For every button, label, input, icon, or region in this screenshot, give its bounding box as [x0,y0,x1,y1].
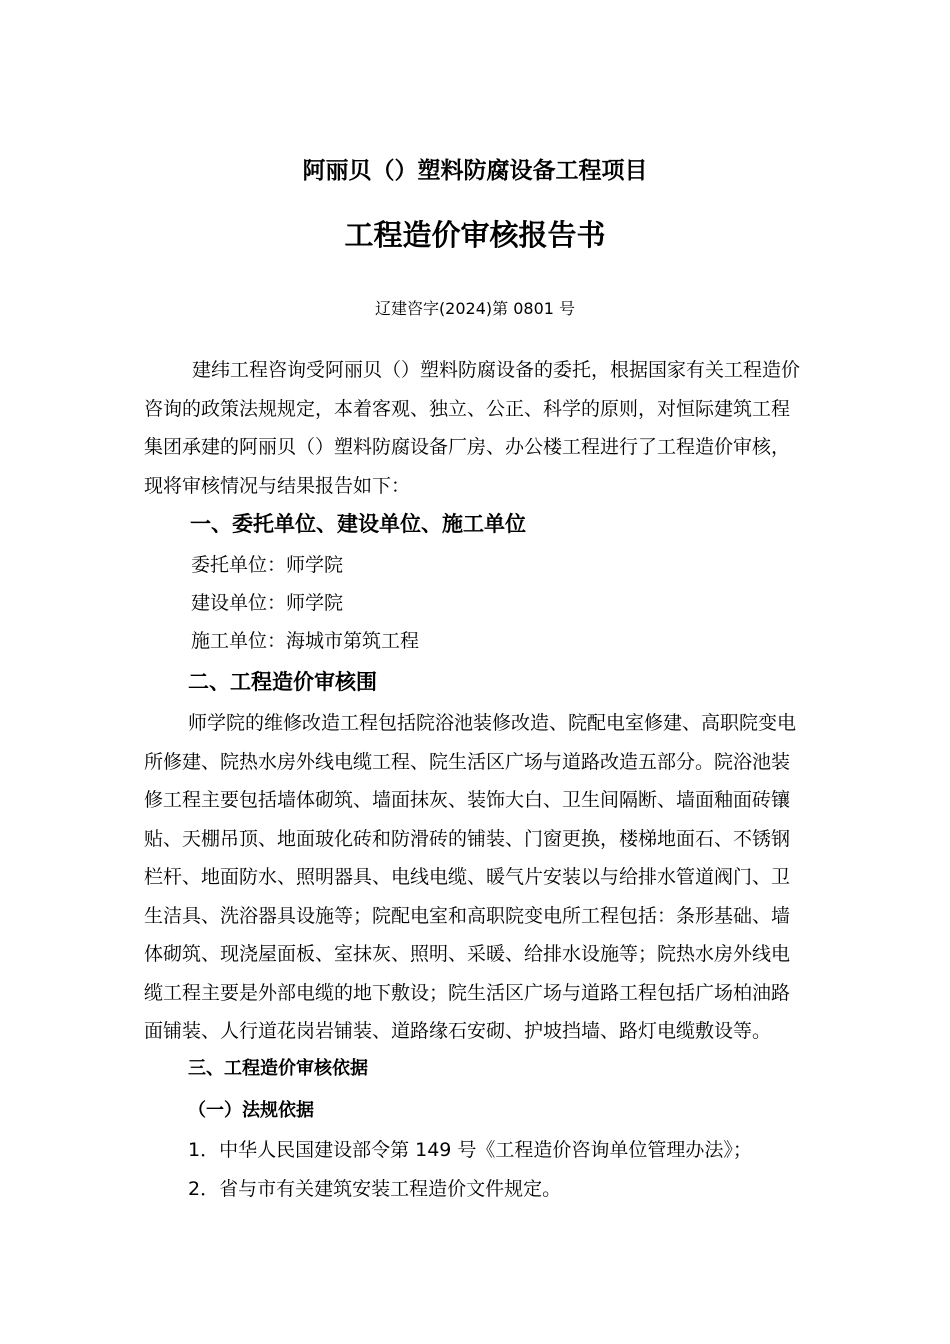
section2-line: 体砌筑、现浇屋面板、室抹灰、照明、采暖、给排水设施等；院热水房外线电 [144,943,791,965]
section3-item-2: 2．省与市有关建筑安装工程造价文件规定。 [188,1178,562,1200]
intro-line: 集团承建的阿丽贝（）塑料防腐设备厂房、办公楼工程进行了工程造价审核， [144,436,791,458]
intro-paragraph [144,351,808,505]
section3-heading: 三、工程造价审核依据 [188,1058,368,1079]
section3-sub1-heading: （一）法规依据 [188,1100,314,1121]
section2-heading: 二、工程造价审核围 [188,670,377,694]
section2-line: 生洁具、洗浴器具设施等；院配电室和高职院变电所工程包括：条形基础、墙 [144,904,791,927]
document-number: 辽建咨字(2024)第 0801 号 [374,299,576,318]
intro-line: 现将审核情况与结果报告如下： [144,474,411,497]
section2-line: 贴、天棚吊顶、地面玻化砖和防滑砖的铺装、门窗更换，楼梯地面石、不锈钢 [144,827,791,850]
document-title-project: 阿丽贝（）塑料防腐设备工程项目 [302,158,648,184]
section2-line: 缆工程主要是外部电缆的地下敷设；院生活区广场与道路工程包括广场柏油路 [144,981,791,1004]
section2-line: 所修建、院热水房外线电缆工程、院生活区广场与道路改造五部分。院浴池装 [144,750,791,773]
section1-line-client: 委托单位：师学院 [191,554,344,576]
section2-line: 栏杆、地面防水、照明器具、电线电缆、暖气片安装以与给排水管道阀门、卫 [144,866,791,888]
section1-line-contractor: 施工单位：海城市第筑工程 [191,630,420,652]
section2-paragraph [144,704,808,1051]
section2-line: 面铺装、人行道花岗岩铺装、道路缘石安砌、护坡挡墙、路灯电缆敷设等。 [144,1020,772,1042]
section2-line: 师学院的维修改造工程包括院浴池装修改造、院配电室修建、高职院变电 [188,712,797,734]
section2-line: 修工程主要包括墙体砌筑、墙面抹灰、装饰大白、卫生间隔断、墙面釉面砖镶 [144,789,791,811]
section1-heading: 一、委托单位、建设单位、施工单位 [190,512,526,536]
section1-line-owner: 建设单位：师学院 [191,592,344,614]
intro-line: 建纬工程咨询受阿丽贝（）塑料防腐设备的委托，根据国家有关工程造价 [192,359,801,381]
section3-item-1: 1．中华人民国建设部令第 149 号《工程造价咨询单位管理办法》； [188,1139,752,1161]
document-title-report: 工程造价审核报告书 [344,218,606,252]
intro-line: 咨询的政策法规规定，本着客观、独立、公正、科学的原则，对恒际建筑工程 [144,397,791,420]
